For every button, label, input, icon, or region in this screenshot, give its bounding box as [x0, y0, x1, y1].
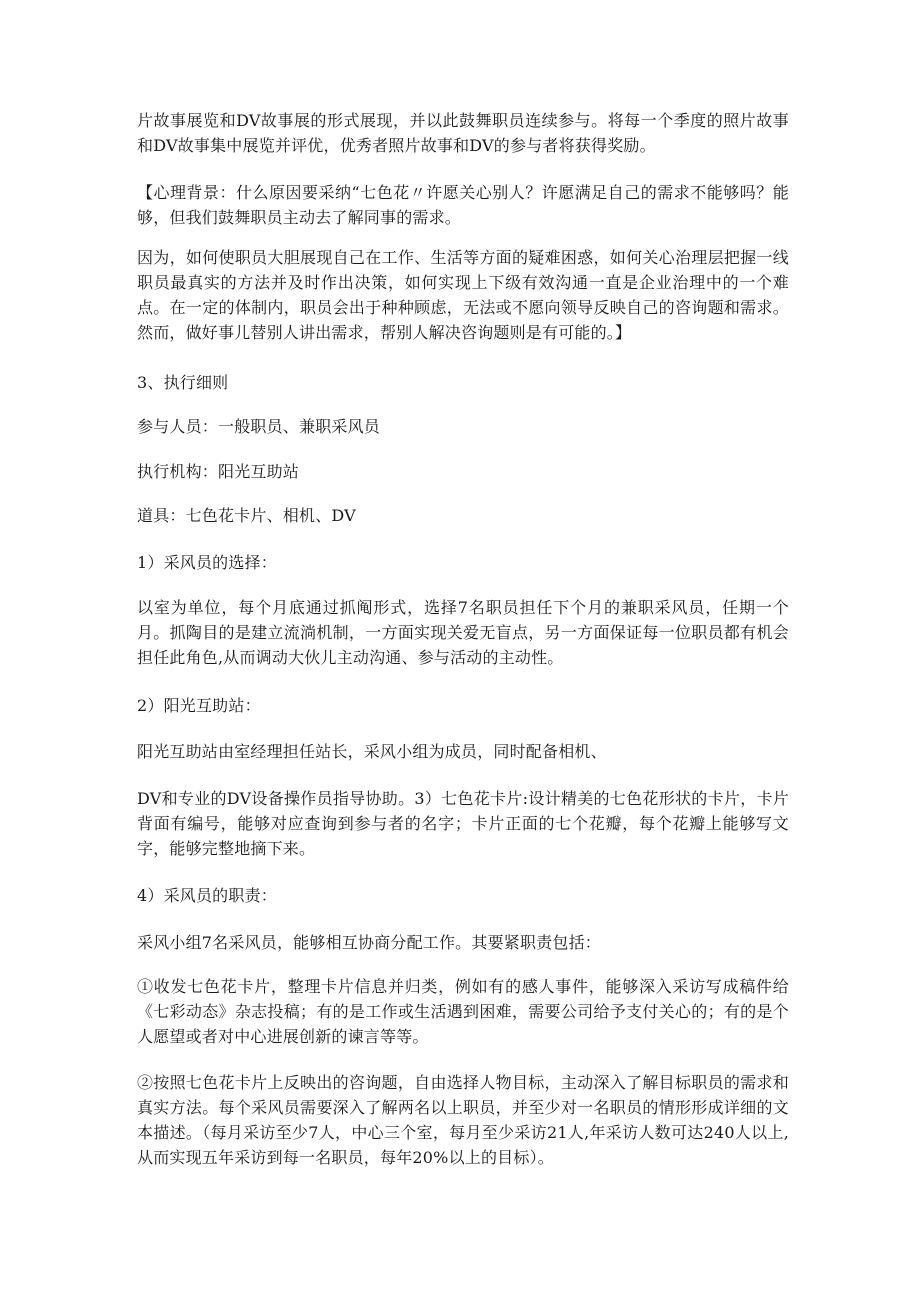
- subheading-reporter-selection: 1）采风员的选择：: [137, 553, 277, 572]
- subheading-reporter-duties: 4）采风员的职责：: [137, 886, 277, 905]
- paragraph-reason: 因为，如何使职员大胆展现自己在工作、生活等方面的疑难困惑，如何关心治理层把握一线职员最真实的方法并及时作出决策，如何实现上下级有效沟通一直是企业治理中的一个难点。在一定的体制内，职员会出于种种顾虑，无法或不愿向领导反映自己的咨询题和需求。然而，做好事儿替别人讲出需求，帮别人解决咨询题则是有可能的。】: [137, 248, 789, 342]
- paragraph-executing-agency: 执行机构：阳光互助站: [137, 462, 300, 481]
- paragraph-participants: 参与人员：一般职员、兼职采风员: [137, 417, 381, 436]
- paragraph-dv-and-flower-card: DV和专业的DV设备操作员指导协助。3）七色花卡片:设计精美的七色花形状的卡片，卡片背面有编号，能够对应查询到参与者的名字；卡片正面的七个花瓣，每个花瓣上能够写文字，能够完整地摘下来。: [137, 789, 789, 858]
- section-heading-execution-rules: 3、执行细则: [137, 373, 229, 392]
- paragraph-duty-two: ②按照七色花卡片上反映出的咨询题，自由选择人物目标，主动深入了解目标职员的需求和真实方法。每个采风员需要深入了解两名以上职员，并至少对一名职员的情形形成详细的文本描述。（每月采访至少7人，中心三个室，每月至少采访21人,年采访人数可达240人以上,从而实现五年采访到每一名职员，每年20%以上的目标）。: [137, 1073, 789, 1167]
- paragraph-team-duties: 采风小组7名采风员，能够相互协商分配工作。其要紧职责包括：: [137, 933, 601, 952]
- paragraph-sunshine-station: 阳光互助站由室经理担任站长，采风小组为成员，同时配备相机、: [137, 742, 607, 761]
- paragraph-reporter-selection: 以室为单位，每个月底通过抓阄形式，选择7名职员担任下个月的兼职采风员，任期一个月。抓陶目的是建立流淌机制，一方面实现关爱无盲点，另一方面保证每一位职员都有机会担任此角色,从而调动大伙儿主动沟通、参与活动的主动性。: [137, 598, 789, 667]
- paragraph-photo-dv-exhibition: 片故事展览和DV故事展的形式展现，并以此鼓舞职员连续参与。将每一个季度的照片故事和DV故事集中展览并评优，优秀者照片故事和DV的参与者将获得奖励。: [137, 111, 789, 155]
- paragraph-psychological-background: 【心理背景：什么原因要采纳“七色花〃许愿关心别人？许愿满足自己的需求不能够吗？能够，但我们鼓舞职员主动去了解同事的需求。: [137, 183, 789, 227]
- paragraph-props: 道具：七色花卡片、相机、DV: [137, 506, 356, 525]
- subheading-sunshine-station: 2）阳光互助站：: [137, 696, 261, 715]
- paragraph-duty-one: ①收发七色花卡片，整理卡片信息并归类，例如有的感人事件，能够深入采访写成稿件给《七彩动态》杂志投稿；有的是工作或生活遇到困难，需要公司给予支付关心的；有的是个人愿望或者对中心进展创新的谏言等等。: [137, 977, 789, 1046]
